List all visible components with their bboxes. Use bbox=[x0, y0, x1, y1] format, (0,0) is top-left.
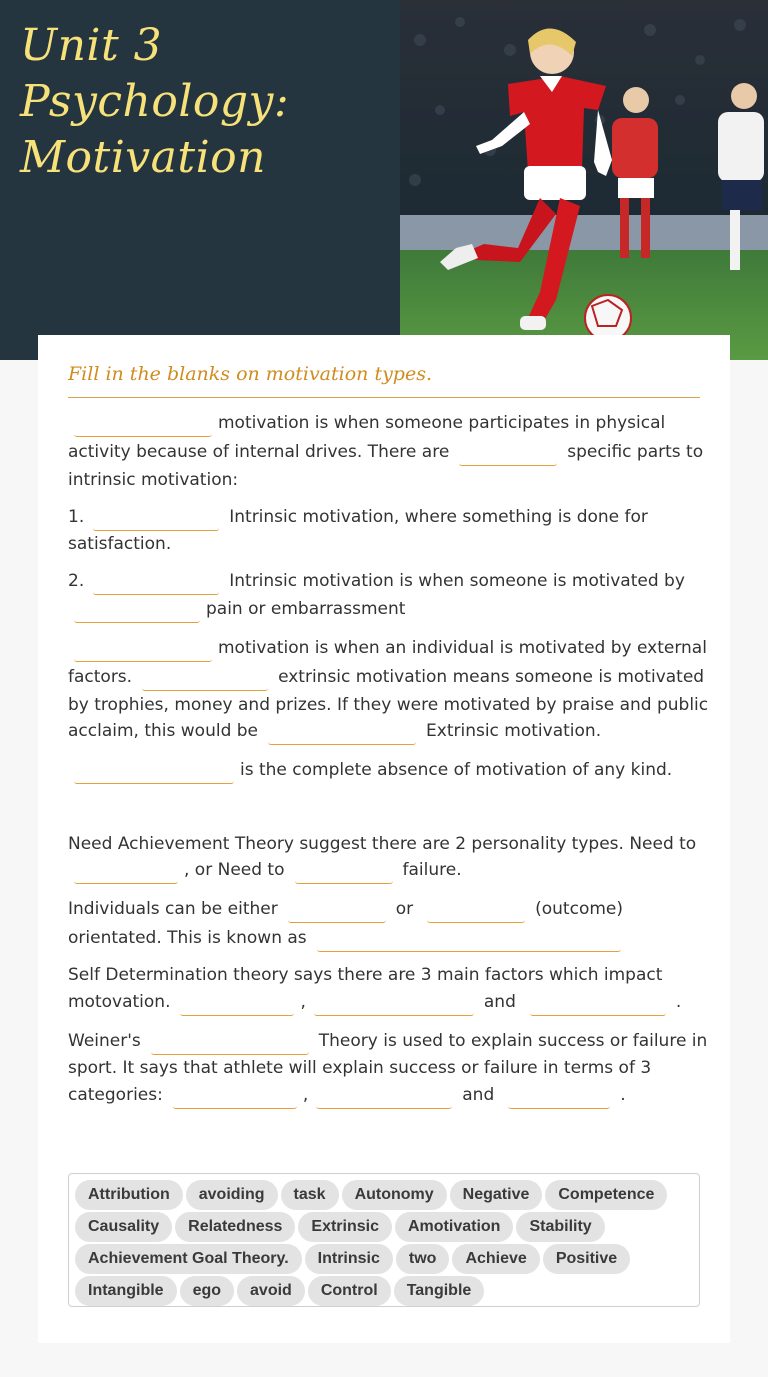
worksheet-card bbox=[38, 335, 730, 1343]
blank-field[interactable] bbox=[459, 443, 557, 466]
word-chip[interactable]: Amotivation bbox=[395, 1212, 513, 1242]
sentence-text: Theory is used to explain success or failure in bbox=[318, 1031, 708, 1051]
text-line bbox=[68, 599, 708, 623]
word-chip[interactable]: Relatedness bbox=[175, 1212, 295, 1242]
sentence-text: pain or embarrassment bbox=[206, 599, 406, 619]
blank-field[interactable] bbox=[295, 861, 393, 884]
sentence-text: by trophies, money and prizes. If they were motivated by praise and public bbox=[68, 695, 709, 715]
sentence-text: and bbox=[483, 992, 516, 1012]
text-line bbox=[68, 899, 708, 923]
text-line bbox=[68, 1058, 708, 1078]
blank-field[interactable] bbox=[173, 1086, 297, 1109]
word-chip[interactable]: Negative bbox=[450, 1180, 543, 1210]
word-chip[interactable]: task bbox=[281, 1180, 339, 1210]
word-chip[interactable]: Intangible bbox=[75, 1276, 177, 1306]
text-line bbox=[68, 1085, 708, 1109]
blank-field[interactable] bbox=[74, 861, 178, 884]
blank-field[interactable] bbox=[74, 761, 234, 784]
sentence-text: . bbox=[675, 992, 682, 1012]
word-chip[interactable]: Extrinsic bbox=[298, 1212, 392, 1242]
text-line bbox=[68, 667, 708, 691]
word-chip[interactable]: Achievement Goal Theory. bbox=[75, 1244, 302, 1274]
sentence-text: motivation is when an individual is motivated by external bbox=[218, 638, 707, 658]
blank-field[interactable] bbox=[74, 639, 212, 662]
word-chip[interactable]: Competence bbox=[545, 1180, 667, 1210]
text-line bbox=[68, 638, 708, 662]
sentence-text: failure. bbox=[402, 860, 462, 880]
sentence-text: sport. It says that athlete will explain success or failure in terms of 3 bbox=[68, 1058, 652, 1078]
sentence-text: acclaim, this would be bbox=[68, 721, 259, 741]
sentence-text: or bbox=[395, 899, 414, 919]
blank-field[interactable] bbox=[93, 508, 219, 531]
blank-field[interactable] bbox=[508, 1086, 610, 1109]
text-line bbox=[68, 507, 708, 531]
text-line bbox=[68, 928, 708, 952]
word-chip[interactable]: Intrinsic bbox=[305, 1244, 393, 1274]
sentence-text: activity because of internal drives. There are bbox=[68, 442, 450, 462]
sentence-text: motivation is when someone participates in physical bbox=[218, 413, 666, 433]
blank-field[interactable] bbox=[530, 993, 666, 1016]
text-line bbox=[68, 965, 708, 985]
sentence-text: and bbox=[462, 1085, 495, 1105]
word-chip[interactable]: Positive bbox=[543, 1244, 630, 1274]
sentence-text: satisfaction. bbox=[68, 534, 172, 554]
list-number: 2. bbox=[68, 571, 85, 591]
blank-field[interactable] bbox=[74, 600, 200, 623]
sentence-text: Extrinsic motivation. bbox=[426, 721, 602, 741]
word-chip[interactable]: avoiding bbox=[186, 1180, 278, 1210]
blank-field[interactable] bbox=[314, 993, 474, 1016]
header-panel bbox=[0, 0, 400, 360]
sentence-text: Self Determination theory says there are 3 main factors which impact bbox=[68, 965, 663, 985]
text-line bbox=[68, 1031, 708, 1055]
sentence-text: Intrinsic motivation, where something is done for bbox=[229, 507, 648, 527]
sentence-text: orientated. This is known as bbox=[68, 928, 307, 948]
sentence-text: Weiner's bbox=[68, 1031, 141, 1051]
text-line bbox=[68, 695, 708, 715]
blank-field[interactable] bbox=[93, 572, 219, 595]
blank-field[interactable] bbox=[288, 900, 386, 923]
text-line bbox=[68, 442, 708, 466]
text-line bbox=[68, 860, 708, 884]
word-bank bbox=[68, 1173, 700, 1307]
blank-field[interactable] bbox=[151, 1032, 309, 1055]
blank-field[interactable] bbox=[427, 900, 525, 923]
sentence-text: categories: bbox=[68, 1085, 163, 1105]
word-chip[interactable]: Tangible bbox=[394, 1276, 485, 1306]
sentence-text: , bbox=[300, 992, 306, 1012]
text-line bbox=[68, 992, 708, 1016]
text-line bbox=[68, 571, 708, 595]
blank-field[interactable] bbox=[317, 929, 621, 952]
sentence-text: extrinsic motivation means someone is motivated bbox=[278, 667, 705, 687]
sentence-text: specific parts to bbox=[567, 442, 704, 462]
sentence-text: Need Achievement Theory suggest there are 2 personality types. Need to bbox=[68, 834, 697, 854]
text-line bbox=[68, 470, 708, 490]
sentence-text: Individuals can be either bbox=[68, 899, 278, 919]
text-line bbox=[68, 413, 708, 437]
text-line bbox=[68, 760, 708, 784]
word-chip[interactable]: Control bbox=[308, 1276, 391, 1306]
sentence-text: , or Need to bbox=[184, 860, 285, 880]
header-photo bbox=[400, 0, 768, 360]
word-chip[interactable]: Causality bbox=[75, 1212, 172, 1242]
sentence-text: Intrinsic motivation is when someone is motivated by bbox=[229, 571, 685, 591]
text-line bbox=[68, 834, 708, 854]
blank-field[interactable] bbox=[316, 1086, 452, 1109]
blank-field[interactable] bbox=[74, 414, 212, 437]
page-title: Unit 3 Psychology: Motivation bbox=[20, 20, 290, 183]
football-player-image bbox=[400, 0, 768, 360]
sentence-text: , bbox=[302, 1085, 309, 1105]
blank-field[interactable] bbox=[142, 668, 268, 691]
word-chip[interactable]: Attribution bbox=[75, 1180, 183, 1210]
word-chip[interactable]: two bbox=[396, 1244, 450, 1274]
word-chip[interactable]: Autonomy bbox=[342, 1180, 447, 1210]
word-chip[interactable]: avoid bbox=[237, 1276, 305, 1306]
sentence-text: intrinsic motivation: bbox=[68, 470, 239, 490]
list-number: 1. bbox=[68, 507, 85, 527]
blank-field[interactable] bbox=[268, 722, 416, 745]
sentence-text: (outcome) bbox=[535, 899, 623, 919]
sentence-text: factors. bbox=[68, 667, 133, 687]
word-chip[interactable]: Stability bbox=[516, 1212, 604, 1242]
word-chip[interactable]: Achieve bbox=[452, 1244, 539, 1274]
blank-field[interactable] bbox=[180, 993, 294, 1016]
sentence-text: . bbox=[620, 1085, 626, 1105]
word-chip[interactable]: ego bbox=[180, 1276, 234, 1306]
instruction-heading: Fill in the blanks on motivation types. bbox=[68, 363, 700, 398]
text-line bbox=[68, 534, 708, 554]
sentence-text: is the complete absence of motivation of any kind. bbox=[240, 760, 673, 780]
sentence-text: motovation. bbox=[68, 992, 171, 1012]
text-line bbox=[68, 721, 708, 745]
